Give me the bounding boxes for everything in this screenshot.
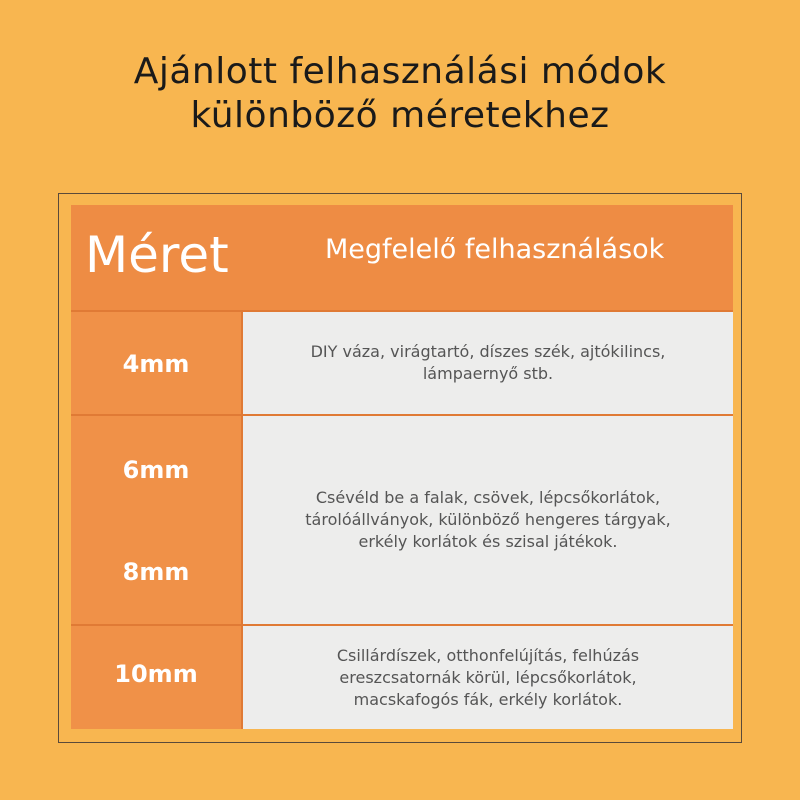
table-header (71, 205, 733, 310)
uses-line: lámpaernyő stb. (422, 364, 554, 383)
uses-cell-4mm (243, 312, 733, 414)
size-label: 10mm (114, 660, 198, 688)
row-divider (71, 414, 733, 416)
size-cell-6-8mm (71, 416, 241, 624)
page-title (0, 50, 800, 138)
title-line-2: különböző méretekhez (190, 95, 610, 136)
uses-line: erkély korlátok és szisal játékok. (358, 532, 618, 551)
uses-line: DIY váza, virágtartó, díszes szék, ajtókilincs, (310, 342, 666, 361)
uses-line: tárolóállványok, különböző hengeres tárgyak, (305, 510, 671, 529)
size-label: 6mm (122, 456, 190, 484)
title-line-1: Ajánlott felhasználási módok (133, 51, 667, 92)
uses-line: ereszcsatornák körül, lépcsőkorlátok, (339, 667, 637, 687)
row-divider (71, 310, 733, 312)
row-divider (71, 624, 733, 626)
uses-line: Csévéld be a falak, csövek, lépcsőkorlátok, (315, 488, 661, 507)
size-label: 4mm (122, 350, 190, 378)
size-cell-10mm (71, 626, 241, 729)
uses-cell-10mm (243, 626, 733, 729)
uses-cell-6-8mm (243, 416, 733, 624)
column-divider (241, 310, 243, 729)
uses-line: Csillárdíszek, otthonfelújítás, felhúzás (336, 645, 640, 665)
size-usage-table (71, 205, 733, 729)
header-uses: Megfelelő felhasználások (325, 234, 665, 265)
size-label: 8mm (122, 558, 190, 586)
uses-line: macskafogós fák, erkély korlátok. (353, 689, 623, 709)
size-cell-4mm (71, 312, 241, 414)
header-size: Méret (85, 226, 229, 284)
